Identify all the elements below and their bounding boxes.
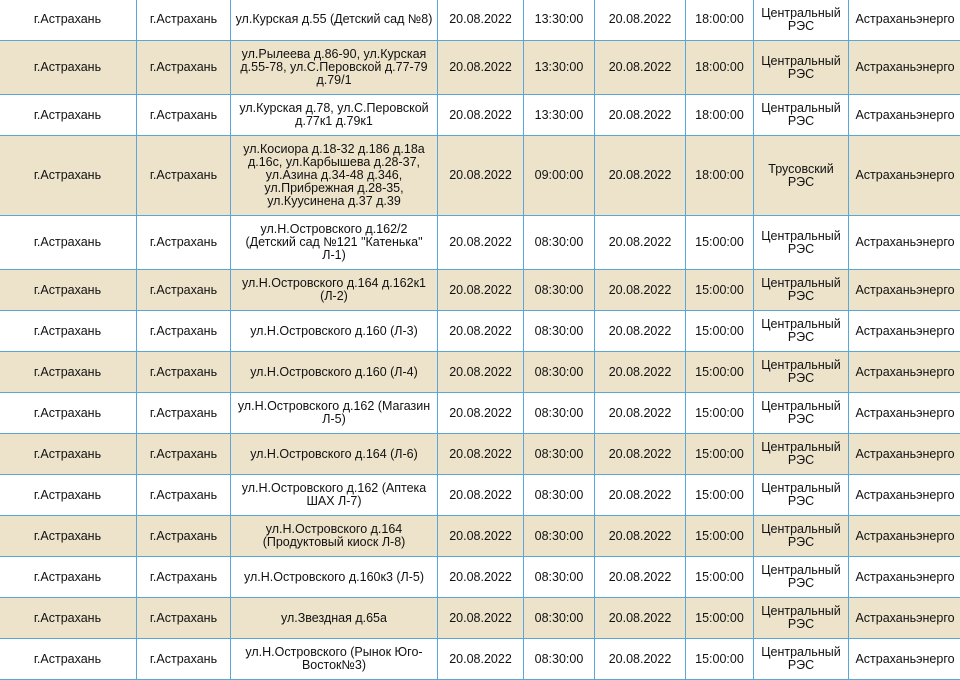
- cell-company: Астраханьэнерго: [849, 270, 960, 311]
- cell-company: Астраханьэнерго: [849, 598, 960, 639]
- table-row: [0, 352, 960, 393]
- cell-address: ул.Н.Островского д.164 д.162к1 (Л-2): [231, 270, 438, 311]
- cell-start-time: 08:30:00: [524, 475, 595, 516]
- cell-start-time: 08:30:00: [524, 270, 595, 311]
- cell-res: Центральный РЭС: [754, 41, 849, 95]
- cell-address: ул.Н.Островского д.162/2 (Детский сад №121 "Катенька" Л-1): [231, 216, 438, 270]
- cell-locality: г.Астрахань: [137, 216, 231, 270]
- table-row: [0, 639, 960, 680]
- cell-address: ул.Н.Островского д.160к3 (Л-5): [231, 557, 438, 598]
- cell-company: Астраханьэнерго: [849, 557, 960, 598]
- cell-res: Центральный РЭС: [754, 516, 849, 557]
- cell-end-date: 20.08.2022: [595, 557, 686, 598]
- cell-company: Астраханьэнерго: [849, 393, 960, 434]
- cell-locality: г.Астрахань: [137, 136, 231, 216]
- cell-start-time: 08:30:00: [524, 557, 595, 598]
- cell-locality: г.Астрахань: [137, 639, 231, 680]
- cell-start-time: 13:30:00: [524, 41, 595, 95]
- cell-end-date: 20.08.2022: [595, 136, 686, 216]
- cell-locality: г.Астрахань: [137, 516, 231, 557]
- cell-start-date: 20.08.2022: [438, 475, 524, 516]
- cell-start-date: 20.08.2022: [438, 352, 524, 393]
- cell-start-date: 20.08.2022: [438, 270, 524, 311]
- cell-res: Центральный РЭС: [754, 352, 849, 393]
- cell-start-time: 08:30:00: [524, 216, 595, 270]
- cell-city: г.Астрахань: [0, 434, 137, 475]
- cell-start-time: 08:30:00: [524, 639, 595, 680]
- cell-end-time: 18:00:00: [686, 136, 754, 216]
- cell-end-date: 20.08.2022: [595, 352, 686, 393]
- cell-locality: г.Астрахань: [137, 434, 231, 475]
- cell-locality: г.Астрахань: [137, 393, 231, 434]
- cell-start-time: 08:30:00: [524, 434, 595, 475]
- cell-start-date: 20.08.2022: [438, 136, 524, 216]
- cell-company: Астраханьэнерго: [849, 639, 960, 680]
- table-row: [0, 216, 960, 270]
- table-row: [0, 434, 960, 475]
- cell-start-time: 09:00:00: [524, 136, 595, 216]
- cell-end-time: 15:00:00: [686, 516, 754, 557]
- cell-end-time: 15:00:00: [686, 393, 754, 434]
- cell-address: ул.Н.Островского д.164 (Продуктовый киоск Л-8): [231, 516, 438, 557]
- table-row: [0, 136, 960, 216]
- cell-locality: г.Астрахань: [137, 475, 231, 516]
- cell-end-time: 15:00:00: [686, 475, 754, 516]
- cell-company: Астраханьэнерго: [849, 136, 960, 216]
- cell-city: г.Астрахань: [0, 639, 137, 680]
- cell-end-time: 18:00:00: [686, 41, 754, 95]
- cell-end-date: 20.08.2022: [595, 639, 686, 680]
- cell-address: ул.Курская д.78, ул.С.Перовской д.77к1 д.79к1: [231, 95, 438, 136]
- table-row: [0, 475, 960, 516]
- cell-address: ул.Н.Островского д.162 (Магазин Л-5): [231, 393, 438, 434]
- cell-city: г.Астрахань: [0, 475, 137, 516]
- cell-address: ул.Н.Островского д.160 (Л-4): [231, 352, 438, 393]
- table-row: [0, 270, 960, 311]
- cell-locality: г.Астрахань: [137, 352, 231, 393]
- cell-city: г.Астрахань: [0, 557, 137, 598]
- cell-address: ул.Н.Островского (Рынок Юго-Восток№3): [231, 639, 438, 680]
- cell-start-time: 13:30:00: [524, 0, 595, 41]
- cell-end-time: 15:00:00: [686, 270, 754, 311]
- table-row: [0, 516, 960, 557]
- cell-locality: г.Астрахань: [137, 557, 231, 598]
- table-row: [0, 41, 960, 95]
- cell-start-time: 08:30:00: [524, 311, 595, 352]
- cell-city: г.Астрахань: [0, 598, 137, 639]
- cell-start-time: 08:30:00: [524, 598, 595, 639]
- cell-end-date: 20.08.2022: [595, 311, 686, 352]
- cell-res: Центральный РЭС: [754, 639, 849, 680]
- cell-start-date: 20.08.2022: [438, 311, 524, 352]
- cell-company: Астраханьэнерго: [849, 311, 960, 352]
- cell-end-time: 18:00:00: [686, 0, 754, 41]
- cell-res: Центральный РЭС: [754, 95, 849, 136]
- cell-start-date: 20.08.2022: [438, 216, 524, 270]
- table-row: [0, 95, 960, 136]
- cell-address: ул.Н.Островского д.162 (Аптека ШАХ Л-7): [231, 475, 438, 516]
- cell-end-date: 20.08.2022: [595, 598, 686, 639]
- cell-end-date: 20.08.2022: [595, 270, 686, 311]
- cell-end-date: 20.08.2022: [595, 41, 686, 95]
- cell-city: г.Астрахань: [0, 270, 137, 311]
- cell-start-date: 20.08.2022: [438, 434, 524, 475]
- cell-start-date: 20.08.2022: [438, 41, 524, 95]
- table-row: [0, 0, 960, 41]
- cell-start-date: 20.08.2022: [438, 95, 524, 136]
- cell-address: ул.Н.Островского д.160 (Л-3): [231, 311, 438, 352]
- cell-start-date: 20.08.2022: [438, 598, 524, 639]
- cell-res: Центральный РЭС: [754, 393, 849, 434]
- cell-end-time: 15:00:00: [686, 352, 754, 393]
- cell-start-date: 20.08.2022: [438, 557, 524, 598]
- cell-city: г.Астрахань: [0, 311, 137, 352]
- cell-res: Центральный РЭС: [754, 434, 849, 475]
- cell-address: ул.Курская д.55 (Детский сад №8): [231, 0, 438, 41]
- cell-res: Центральный РЭС: [754, 216, 849, 270]
- cell-company: Астраханьэнерго: [849, 95, 960, 136]
- cell-locality: г.Астрахань: [137, 311, 231, 352]
- cell-start-time: 08:30:00: [524, 352, 595, 393]
- cell-end-date: 20.08.2022: [595, 216, 686, 270]
- cell-locality: г.Астрахань: [137, 0, 231, 41]
- cell-end-time: 15:00:00: [686, 639, 754, 680]
- cell-company: Астраханьэнерго: [849, 0, 960, 41]
- cell-company: Астраханьэнерго: [849, 41, 960, 95]
- cell-city: г.Астрахань: [0, 352, 137, 393]
- cell-start-date: 20.08.2022: [438, 639, 524, 680]
- cell-res: Центральный РЭС: [754, 475, 849, 516]
- cell-city: г.Астрахань: [0, 216, 137, 270]
- cell-end-time: 15:00:00: [686, 434, 754, 475]
- cell-start-time: 08:30:00: [524, 516, 595, 557]
- table-row: [0, 393, 960, 434]
- cell-city: г.Астрахань: [0, 516, 137, 557]
- cell-end-time: 15:00:00: [686, 216, 754, 270]
- cell-address: ул.Звездная д.65а: [231, 598, 438, 639]
- cell-end-date: 20.08.2022: [595, 393, 686, 434]
- cell-end-date: 20.08.2022: [595, 95, 686, 136]
- cell-res: Центральный РЭС: [754, 270, 849, 311]
- cell-res: Центральный РЭС: [754, 557, 849, 598]
- cell-start-date: 20.08.2022: [438, 393, 524, 434]
- cell-city: г.Астрахань: [0, 136, 137, 216]
- cell-company: Астраханьэнерго: [849, 475, 960, 516]
- cell-res: Трусовский РЭС: [754, 136, 849, 216]
- cell-start-date: 20.08.2022: [438, 0, 524, 41]
- table-row: [0, 598, 960, 639]
- cell-address: ул.Рылеева д.86-90, ул.Курская д.55-78, ул.С.Перовской д.77-79 д.79/1: [231, 41, 438, 95]
- cell-res: Центральный РЭС: [754, 311, 849, 352]
- cell-start-time: 13:30:00: [524, 95, 595, 136]
- cell-city: г.Астрахань: [0, 0, 137, 41]
- cell-locality: г.Астрахань: [137, 95, 231, 136]
- cell-locality: г.Астрахань: [137, 270, 231, 311]
- cell-company: Астраханьэнерго: [849, 352, 960, 393]
- cell-end-time: 15:00:00: [686, 557, 754, 598]
- table-row: [0, 311, 960, 352]
- cell-locality: г.Астрахань: [137, 41, 231, 95]
- cell-address: ул.Косиора д.18-32 д.186 д.18а д.16с, ул.Карбышева д.28-37, ул.Азина д.34-48 д.346, ул.Прибрежная д.28-35, ул.Куусинена д.37 д.39: [231, 136, 438, 216]
- cell-city: г.Астрахань: [0, 41, 137, 95]
- cell-address: ул.Н.Островского д.164 (Л-6): [231, 434, 438, 475]
- cell-end-date: 20.08.2022: [595, 0, 686, 41]
- table-row: [0, 557, 960, 598]
- cell-res: Центральный РЭС: [754, 0, 849, 41]
- cell-end-date: 20.08.2022: [595, 516, 686, 557]
- cell-start-date: 20.08.2022: [438, 516, 524, 557]
- cell-company: Астраханьэнерго: [849, 216, 960, 270]
- cell-end-date: 20.08.2022: [595, 475, 686, 516]
- cell-locality: г.Астрахань: [137, 598, 231, 639]
- cell-city: г.Астрахань: [0, 393, 137, 434]
- cell-end-time: 15:00:00: [686, 311, 754, 352]
- cell-res: Центральный РЭС: [754, 598, 849, 639]
- cell-company: Астраханьэнерго: [849, 516, 960, 557]
- cell-start-time: 08:30:00: [524, 393, 595, 434]
- cell-end-time: 18:00:00: [686, 95, 754, 136]
- cell-end-date: 20.08.2022: [595, 434, 686, 475]
- cell-city: г.Астрахань: [0, 95, 137, 136]
- cell-company: Астраханьэнерго: [849, 434, 960, 475]
- cell-end-time: 15:00:00: [686, 598, 754, 639]
